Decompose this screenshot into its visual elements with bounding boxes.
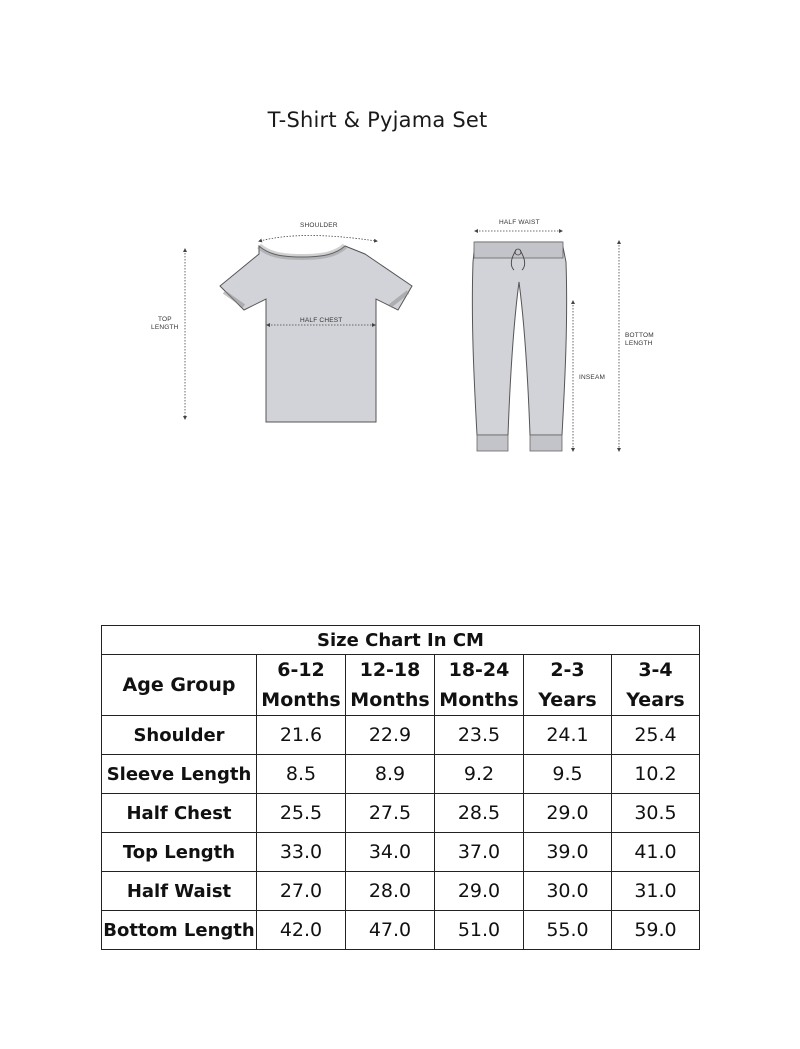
table-cell: 27.5 [346,794,435,833]
table-header-row [102,655,700,716]
half-chest-label: HALF CHEST [300,317,343,324]
table-cell: 10.2 [612,755,700,794]
table-caption: Size Chart In CM [102,626,700,655]
table-cell: 34.0 [346,833,435,872]
table-cell: 30.5 [612,794,700,833]
size-chart-table [101,625,700,950]
table-cell: 23.5 [435,716,524,755]
table-cell: 28.0 [346,872,435,911]
bottom-length-label-1: BOTTOM [625,332,654,339]
row-label: Half Chest [102,794,257,833]
table-cell: 31.0 [612,872,700,911]
table-cell: 27.0 [257,872,346,911]
row-label: Shoulder [102,716,257,755]
age-group-header: Age Group [102,655,257,716]
row-label: Bottom Length [102,911,257,950]
table-cell: 47.0 [346,911,435,950]
table-cell: 41.0 [612,833,700,872]
inseam-label: INSEAM [579,374,606,381]
column-header: 12-18 Months [346,655,435,716]
table-cell: 33.0 [257,833,346,872]
top-length-label-2: LENGTH [151,324,179,331]
table-row [102,716,700,755]
table-row [102,872,700,911]
table-cell: 24.1 [524,716,612,755]
table-cell: 8.9 [346,755,435,794]
table-cell: 29.0 [435,872,524,911]
table-cell: 22.9 [346,716,435,755]
table-cell: 21.6 [257,716,346,755]
table-cell: 42.0 [257,911,346,950]
table-row [102,794,700,833]
garment-diagram [140,210,660,470]
table-cell: 9.2 [435,755,524,794]
table-cell: 30.0 [524,872,612,911]
table-cell: 55.0 [524,911,612,950]
half-waist-label: HALF WAIST [499,219,540,226]
table-row [102,833,700,872]
pyjama-shape [472,242,566,451]
shoulder-label: SHOULDER [300,222,338,229]
column-header: 18-24 Months [435,655,524,716]
column-header: 6-12 Months [257,655,346,716]
table-cell: 37.0 [435,833,524,872]
table-cell: 28.5 [435,794,524,833]
table-cell: 25.5 [257,794,346,833]
table-cell: 29.0 [524,794,612,833]
tshirt-shape [220,246,412,422]
column-header: 3-4 Years [612,655,700,716]
page-title: T-Shirt & Pyjama Set [267,108,488,132]
column-header: 2-3 Years [524,655,612,716]
table-cell: 8.5 [257,755,346,794]
top-length-label-1: TOP [158,316,172,323]
table-cell: 25.4 [612,716,700,755]
table-cell: 59.0 [612,911,700,950]
row-label: Sleeve Length [102,755,257,794]
shoulder-arrow [260,236,376,242]
bottom-length-label-2: LENGTH [625,340,653,347]
row-label: Half Waist [102,872,257,911]
table-cell: 51.0 [435,911,524,950]
garment-illustration [140,210,660,470]
table-cell: 9.5 [524,755,612,794]
row-label: Top Length [102,833,257,872]
table-cell: 39.0 [524,833,612,872]
table-row [102,755,700,794]
table-row [102,911,700,950]
